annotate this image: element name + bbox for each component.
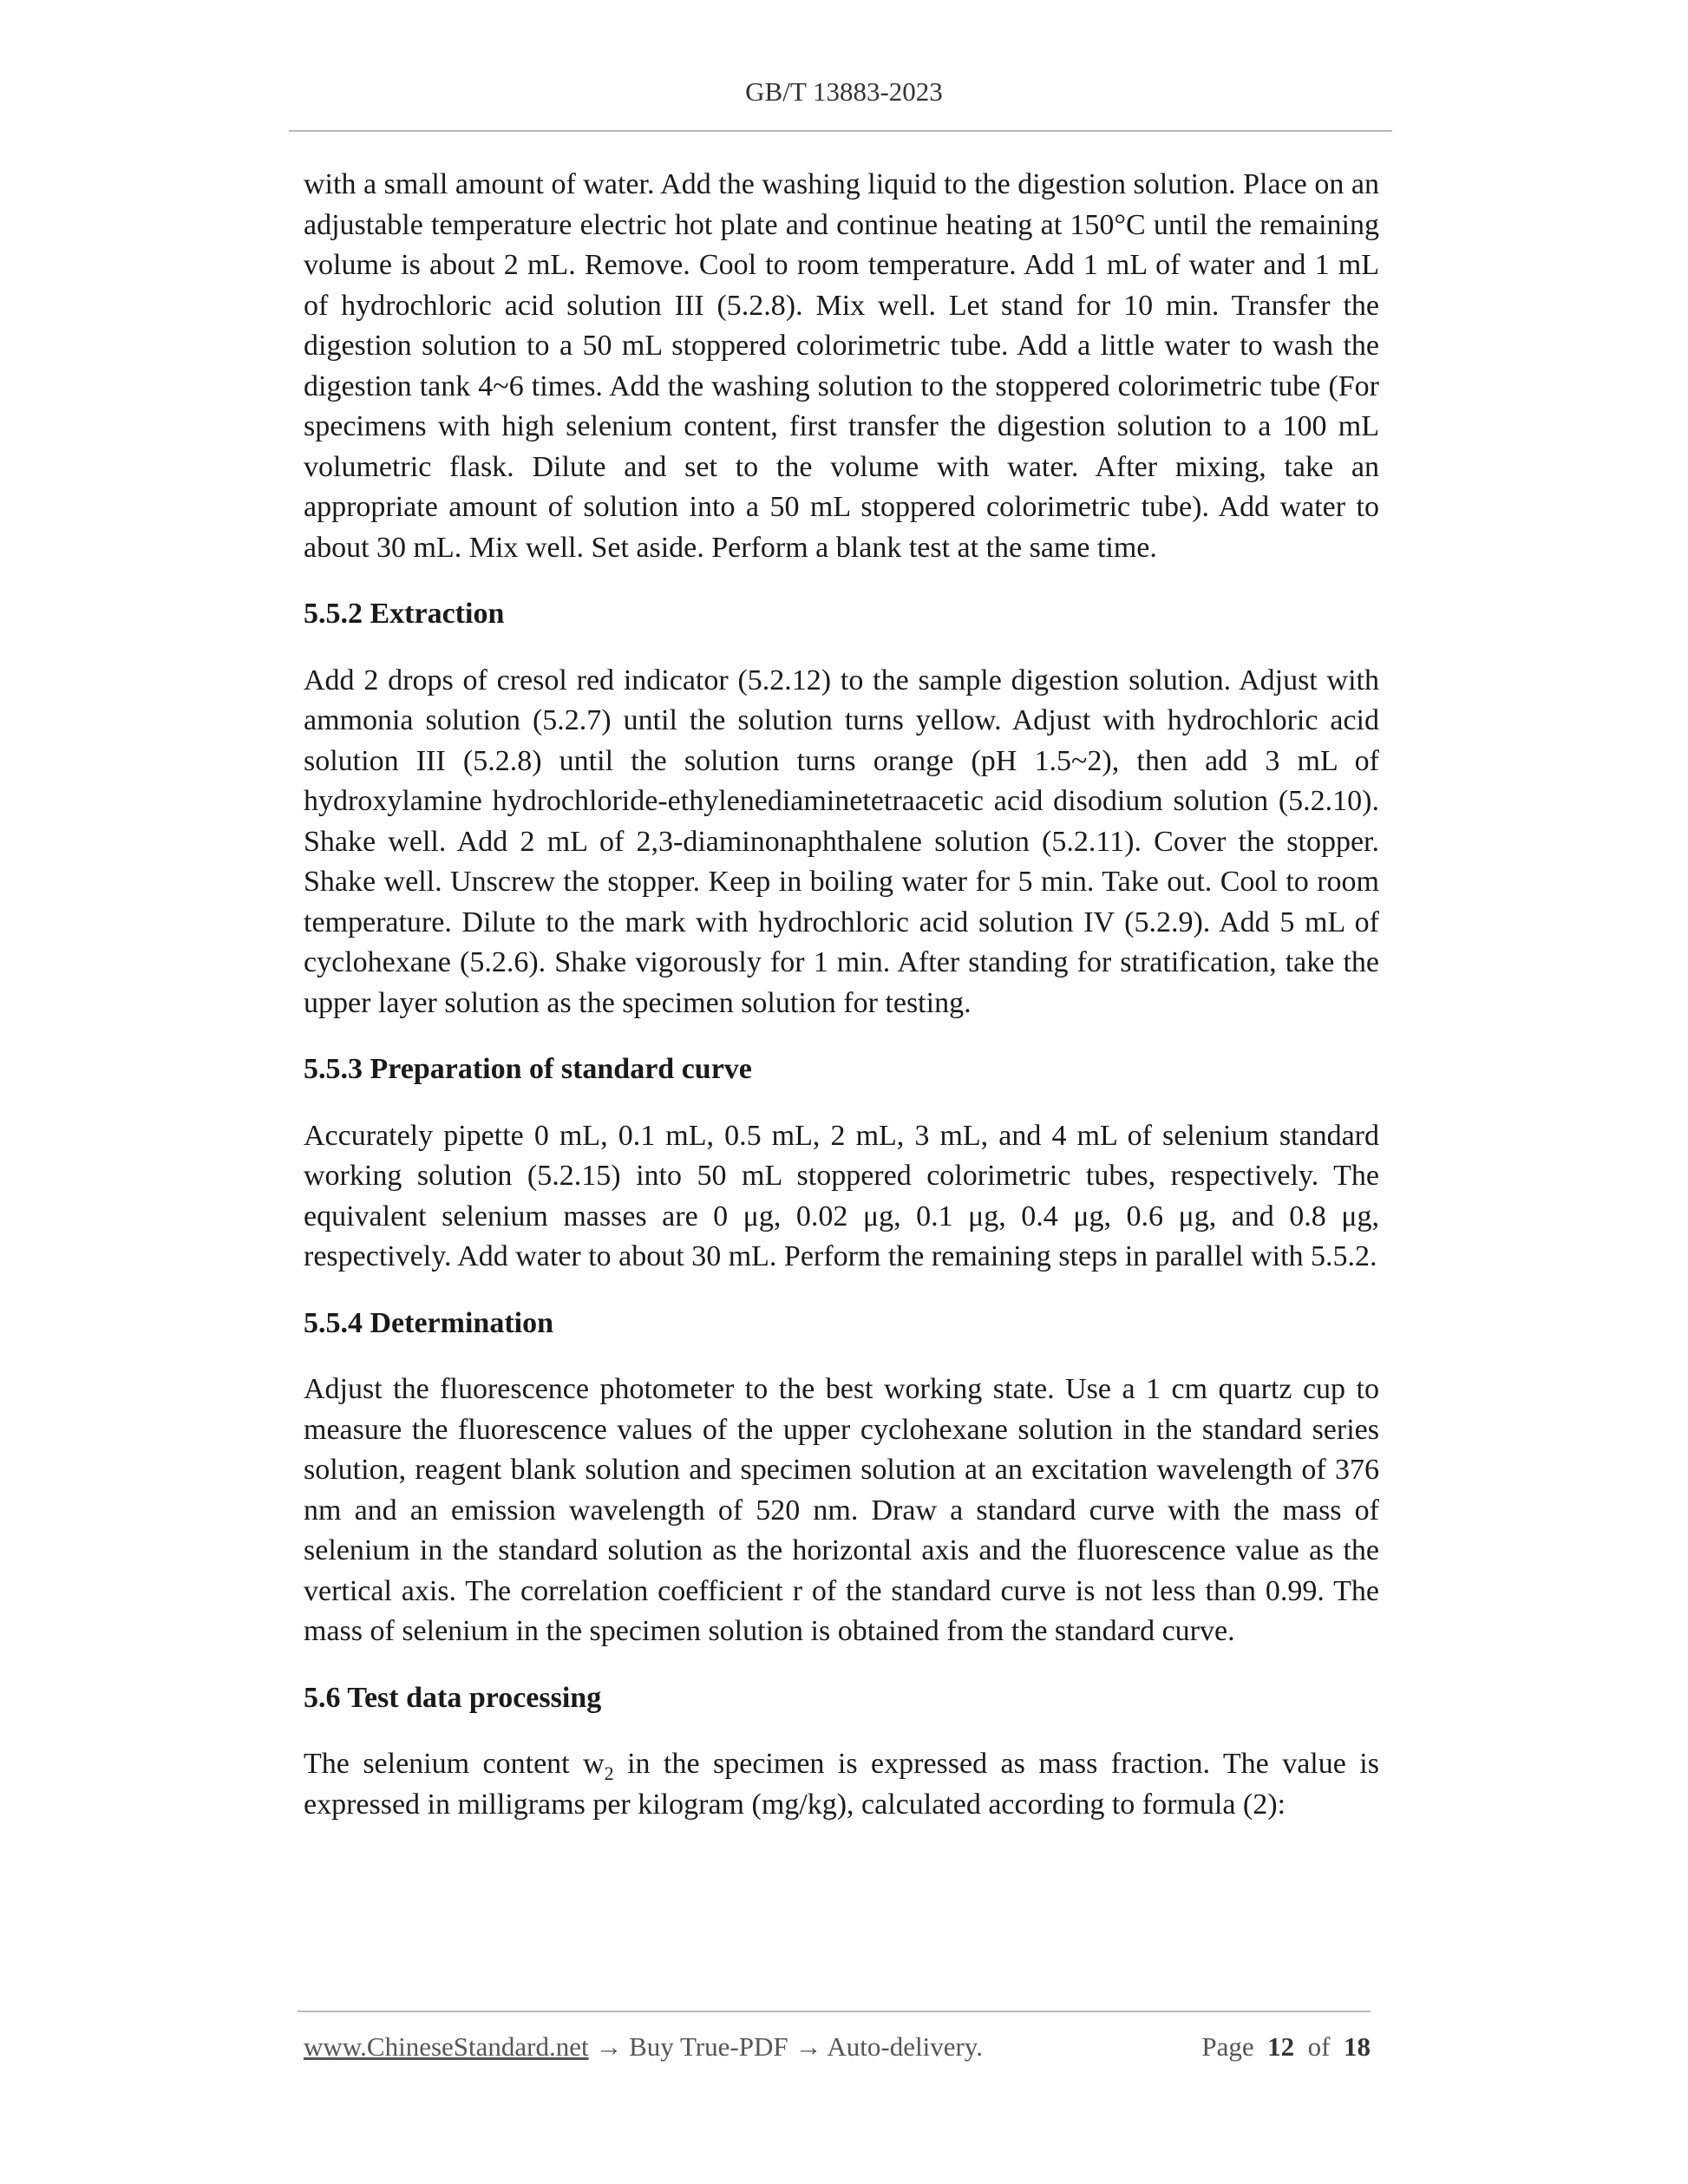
subscript-2: 2 xyxy=(604,1762,614,1784)
page-total: 18 xyxy=(1344,2031,1371,2062)
arrow-right-icon: → xyxy=(788,2031,828,2062)
paragraph-extraction: Add 2 drops of cresol red indicator (5.2.12) to the sample digestion solution. Adjust with ammonia solution (5.2.7) until the solution turns yellow. Adjust with hydrochloric acid solution III (5.2.8) until the solution turns orange (pH 1.5~2), then add 3 mL of hydroxylamine hydrochloride-ethylenediaminetetraacetic acid disodium solution (5.2.10). Shake well. Add 2 mL of 2,3-diaminonaphthalene solution (5.2.11). Cover the stopper. Shake well. Unscrew the stopper. Keep in boiling water for 5 min. Take out. Cool to room temperature. Dilute to the mark with hydrochloric acid solution IV (5.2.9). Add 5 mL of cyclohexane (5.2.6). Shake vigorously for 1 min. After standing for stratification, take the upper layer solution as the specimen solution for testing. xyxy=(304,664,1379,1019)
site-link[interactable]: www.ChineseStandard.net xyxy=(304,2031,589,2062)
section-heading-5-5-4: 5.5.4 Determination xyxy=(304,1306,554,1339)
page-number: 12 xyxy=(1267,2031,1295,2062)
auto-delivery-text: Auto-delivery. xyxy=(827,2031,984,2062)
arrow-right-icon: → xyxy=(588,2031,630,2062)
page-label: Page xyxy=(1201,2031,1254,2062)
page-indicator xyxy=(1201,2028,1371,2066)
document-header xyxy=(0,76,1688,108)
of-label: of xyxy=(1307,2031,1331,2062)
document-id: GB/T 13883-2023 xyxy=(745,76,943,107)
data-processing-text-a: The selenium content w xyxy=(304,1748,605,1780)
section-heading-5-6: 5.6 Test data processing xyxy=(304,1681,602,1714)
paragraph-standard-curve: Accurately pipette 0 mL, 0.1 mL, 0.5 mL, 2 mL, 3 mL, and 4 mL of selenium standard working solution (5.2.15) into 50 mL stoppered colorimetric tubes, respectively. The equivalent selenium masses are 0 μg, 0.02 μg, 0.1 μg, 0.4 μg, 0.6 μg, and 0.8 μg, respectively. Add water to about 30 mL. Perform the remaining steps in parallel with 5.5.2. xyxy=(304,1119,1379,1272)
header-divider xyxy=(289,130,1392,132)
footer-divider xyxy=(298,2011,1371,2012)
paragraph-determination: Adjust the fluorescence photometer to the best working state. Use a 1 cm quartz cup to measure the fluorescence values of the upper cyclohexane solution in the standard series solution, reagent blank solution and specimen solution at an excitation wavelength of 376 nm and an emission wavelength of 520 nm. Draw a standard curve with the mass of selenium in the standard solution as the horizontal axis and the fluorescence value as the vertical axis. The correlation coefficient r of the standard curve is not less than 0.99. The mass of selenium in the specimen solution is obtained from the standard curve. xyxy=(304,1373,1379,1647)
footer-promo xyxy=(304,2028,983,2066)
document-body xyxy=(304,165,1379,1851)
section-heading-5-5-2: 5.5.2 Extraction xyxy=(304,598,505,630)
buy-pdf-text: Buy True-PDF xyxy=(629,2031,788,2062)
paragraph-digestion-continued: with a small amount of water. Add the washing liquid to the digestion solution. Place on an adjustable temperature electric hot plate and continue heating at 150°C until the remaining volume is about 2 mL. Remove. Cool to room temperature. Add 1 mL of water and 1 mL of hydrochloric acid solution III (5.2.8). Mix well. Let stand for 10 min. Transfer the digestion solution to a 50 mL stoppered colorimetric tube. Add a little water to wash the digestion tank 4~6 times. Add the washing solution to the stoppered colorimetric tube (For specimens with high selenium content, first transfer the digestion solution to a 100 mL volumetric flask. Dilute and set to the volume with water. After mixing, take an appropriate amount of solution into a 50 mL stoppered colorimetric tube). Add water to about 30 mL. Mix well. Set aside. Perform a blank test at the same time. xyxy=(304,168,1379,564)
data-processing-text-b: in the specimen is expressed as mass fraction. The value is expressed in milligrams per kilogram (mg/kg), calculated according to formula (2): xyxy=(304,1748,1379,1821)
paragraph-data-processing xyxy=(304,1744,1379,1825)
section-heading-5-5-3: 5.5.3 Preparation of standard curve xyxy=(304,1053,752,1085)
